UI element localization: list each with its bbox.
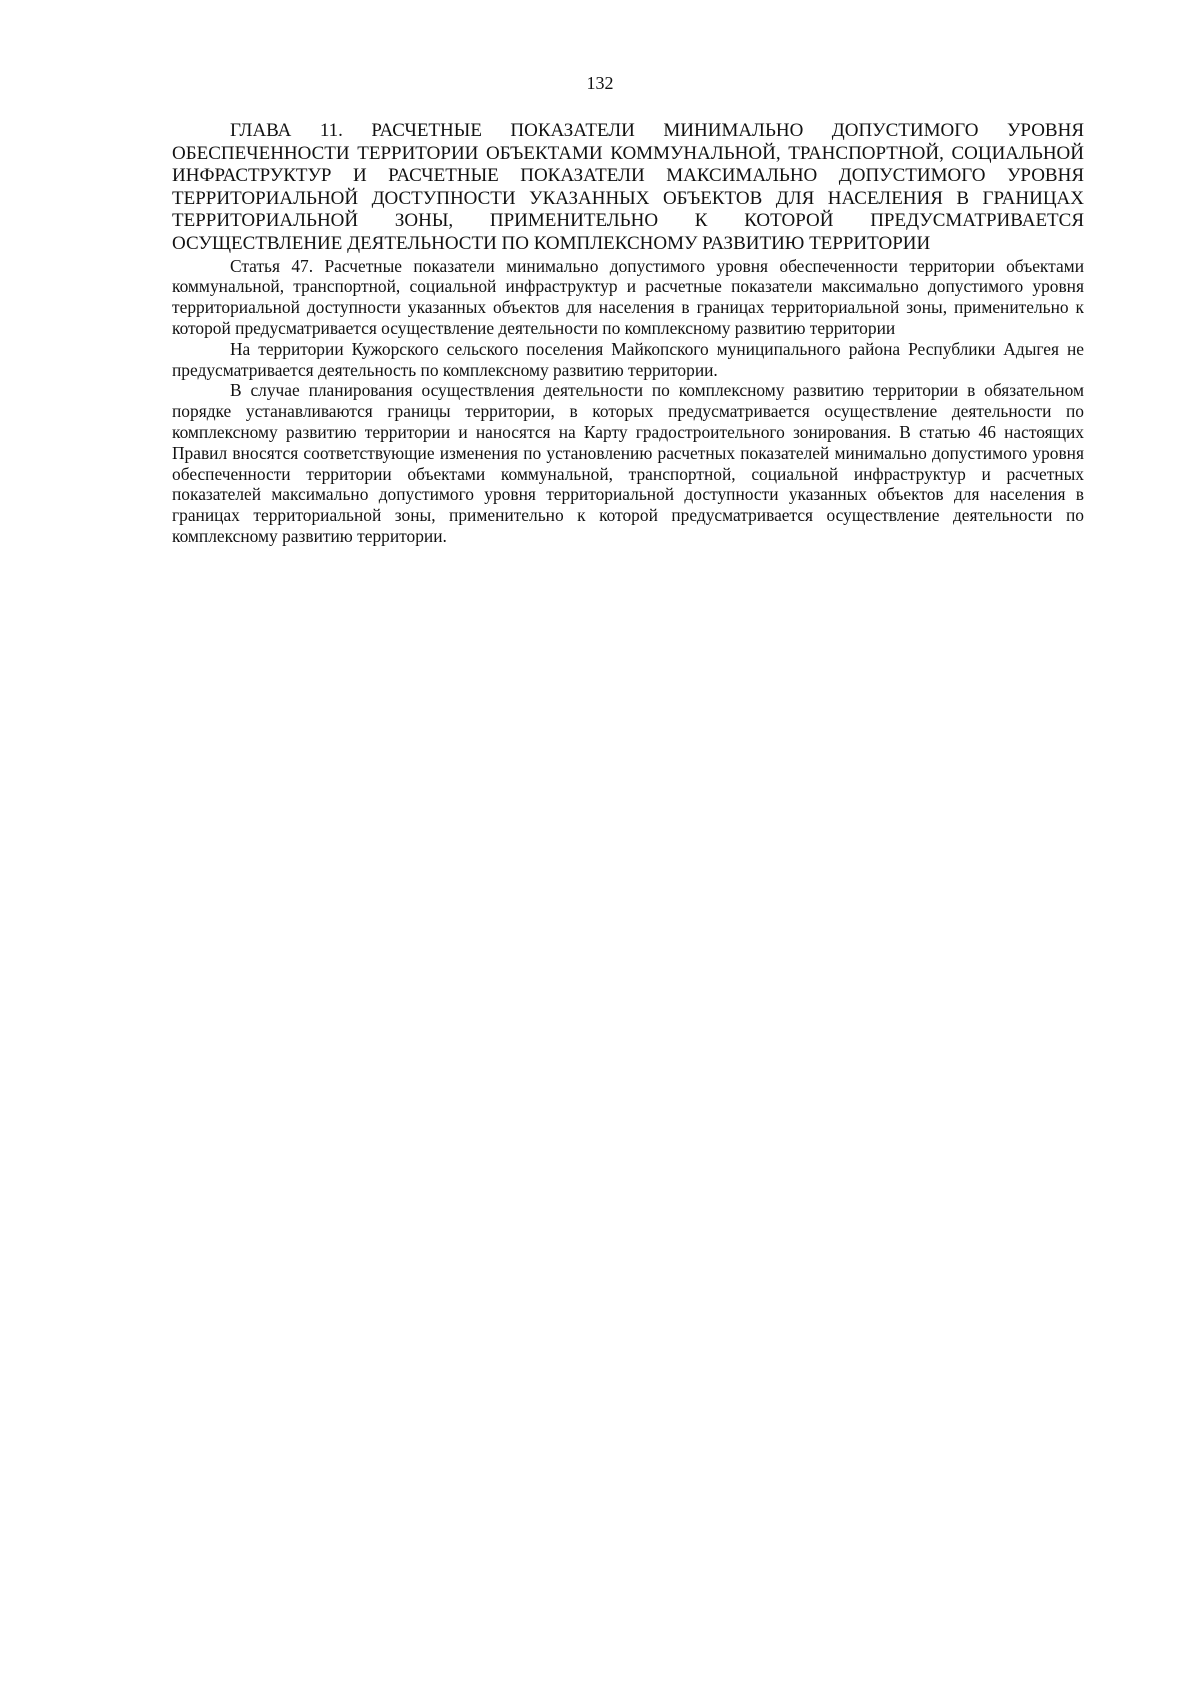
article-title: Статья 47. Расчетные показатели минимально допустимого уровня обеспеченности территории объектами коммунальной, транспортной, социальной инфраструктур и расчетные показатели максимально допустимого уровня территориальной доступности указанных объектов для населения в границах территориальной зоны, применительно к которой предусматривается осуществление деятельности по комплексному развитию территории — [172, 255, 1084, 338]
chapter-heading: ГЛАВА 11. РАСЧЕТНЫЕ ПОКАЗАТЕЛИ МИНИМАЛЬНО ДОПУСТИМОГО УРОВНЯ ОБЕСПЕЧЕННОСТИ ТЕРРИТОРИИ ОБЪЕКТАМИ КОММУНАЛЬНОЙ, ТРАНСПОРТНОЙ, СОЦИАЛЬНОЙ ИНФРАСТРУКТУР И РАСЧЕТНЫЕ ПОКАЗАТЕЛИ МАКСИМАЛЬНО ДОПУСТИМОГО УРОВНЯ ТЕРРИТОРИАЛЬНОЙ ДОСТУПНОСТИ УКАЗАННЫХ ОБЪЕКТОВ ДЛЯ НАСЕЛЕНИЯ В ГРАНИЦАХ ТЕРРИТОРИАЛЬНОЙ ЗОНЫ, ПРИМЕНИТЕЛЬНО К КОТОРОЙ ПРЕДУСМАТРИВАЕТСЯ ОСУЩЕСТВЛЕНИЕ ДЕЯТЕЛЬНОСТИ ПО КОМПЛЕКСНОМУ РАЗВИТИЮ ТЕРРИТОРИИ — [172, 120, 1084, 254]
page-number: 132 — [586, 73, 614, 93]
page-content — [172, 120, 1084, 547]
article-paragraph: В случае планирования осуществления деятельности по комплексному развитию территории в обязательном порядке устанавливаются границы территории, в которых предусматривается осуществление деятельности по комплексному развитию территории и наносятся на Карту градостроительного зонирования. В статью 46 настоящих Правил вносятся соответствующие изменения по установлению расчетных показателей минимально допустимого уровня обеспеченности территории объектами коммунальной, транспортной, социальной инфраструктур и расчетных показателей максимально допустимого уровня территориальной доступности указанных объектов для населения в границах территориальной зоны, применительно к которой предусматривается осуществление деятельности по комплексному развитию территории. — [172, 380, 1084, 546]
article-paragraph: На территории Кужорского сельского поселения Майкопского муниципального района Республики Адыгея не предусматривается деятельность по комплексному развитию территории. — [172, 338, 1084, 380]
